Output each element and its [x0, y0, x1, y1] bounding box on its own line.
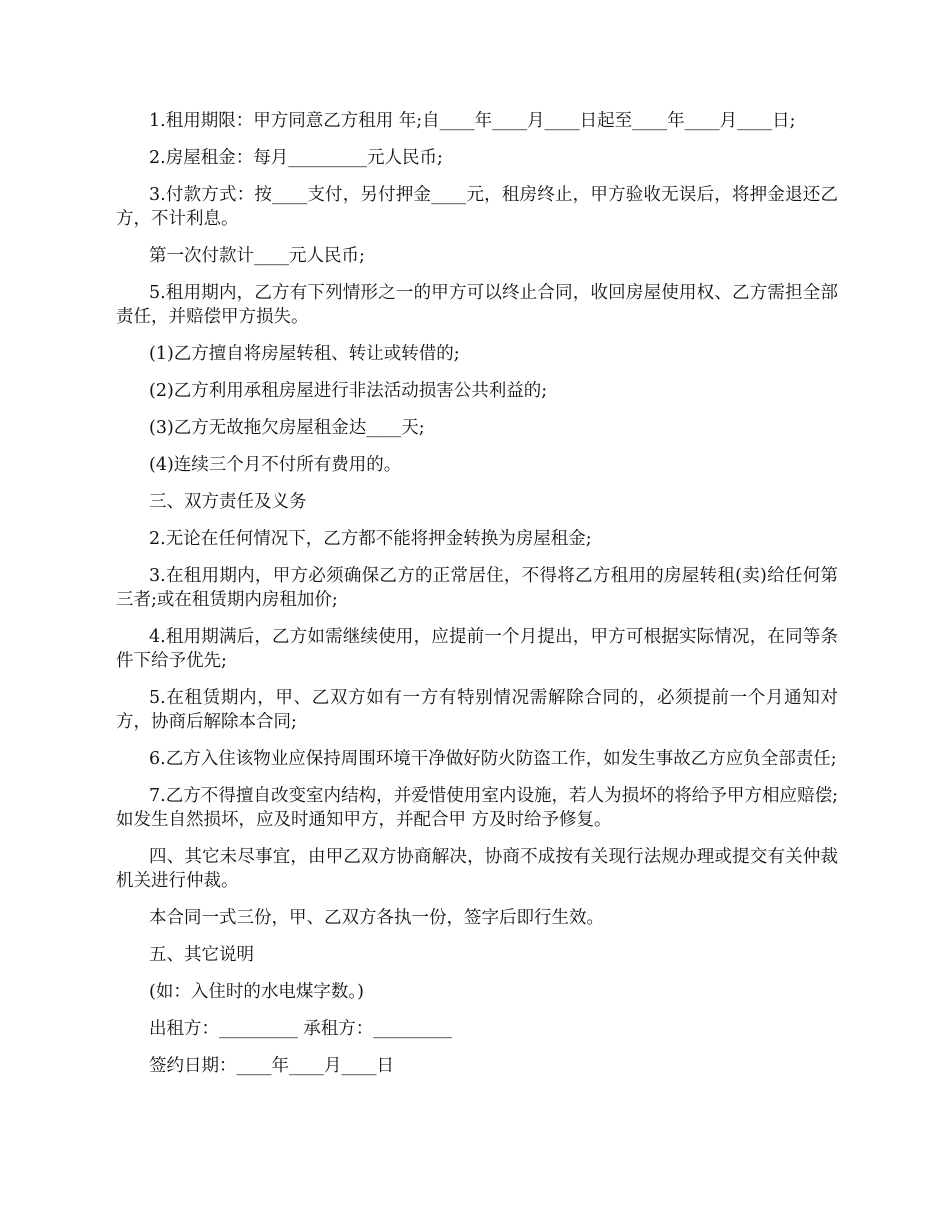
safety-clause: 6.乙方入住该物业应保持周围环境干净做好防火防盗工作，如发生事故乙方应负全部责任;	[149, 749, 837, 769]
notes-example: (如：入住时的水电煤字数。)	[149, 982, 364, 1002]
signing-date-line: 签约日期：____年____月____日	[149, 1056, 394, 1076]
section-heading-other-matters: 四、其它未尽事宜，由甲乙双方协商解决，协商不成按有关现行法规办理或提交有关仲裁机关进行仲裁。	[116, 847, 838, 891]
termination-item-3: (3)乙方无故拖欠房屋租金达____天;	[149, 418, 425, 438]
payment-method-clause: 3.付款方式：按____支付，另付押金____元，租房终止，甲方验收无误后，将押金退还乙方，不计利息。	[116, 185, 838, 229]
copies-clause: 本合同一式三份，甲、乙双方各执一份，签字后即行生效。	[149, 908, 604, 928]
signature-line: 出租方：_________ 承租方：_________	[149, 1019, 453, 1039]
deposit-clause: 2.无论在任何情况下，乙方都不能将押金转换为房屋租金;	[149, 529, 592, 549]
renewal-clause: 4.租用期满后，乙方如需继续使用，应提前一个月提出，甲方可根据实际情况，在同等条件下给予优先;	[116, 627, 838, 671]
termination-clause: 5.租用期内，乙方有下列情形之一的甲方可以终止合同，收回房屋使用权、乙方需担全部责任，并赔偿甲方损失。	[116, 283, 838, 327]
alteration-clause: 7.乙方不得擅自改变室内结构，并爱惜使用室内设施，若人为损坏的将给予甲方相应赔偿;如发生自然损坏，应及时通知甲方，并配合甲 方及时给予修复。	[116, 786, 838, 830]
termination-item-4: (4)连续三个月不付所有费用的。	[149, 455, 402, 475]
section-heading-responsibilities: 三、双方责任及义务	[149, 492, 307, 512]
early-termination-clause: 5.在租赁期内，甲、乙双方如有一方有特别情况需解除合同的，必须提前一个月通知对方，协商后解除本合同;	[116, 688, 838, 732]
first-payment-clause: 第一次付款计____元人民币;	[149, 246, 365, 266]
residence-guarantee-clause: 3.在租用期内，甲方必须确保乙方的正常居住，不得将乙方租用的房屋转租(卖)给任何第三者;或在租赁期内房租加价;	[116, 566, 838, 610]
termination-item-1: (1)乙方擅自将房屋转租、转让或转借的;	[149, 344, 460, 364]
termination-item-2: (2)乙方利用承租房屋进行非法活动损害公共利益的;	[149, 381, 548, 401]
rent-clause: 2.房屋租金：每月_________元人民币;	[149, 148, 443, 168]
document-body	[116, 109, 838, 1091]
section-heading-notes: 五、其它说明	[149, 945, 254, 965]
lease-term-clause: 1.租用期限：甲方同意乙方租用 年;自____年____月____日起至____年____月____日;	[149, 111, 796, 131]
